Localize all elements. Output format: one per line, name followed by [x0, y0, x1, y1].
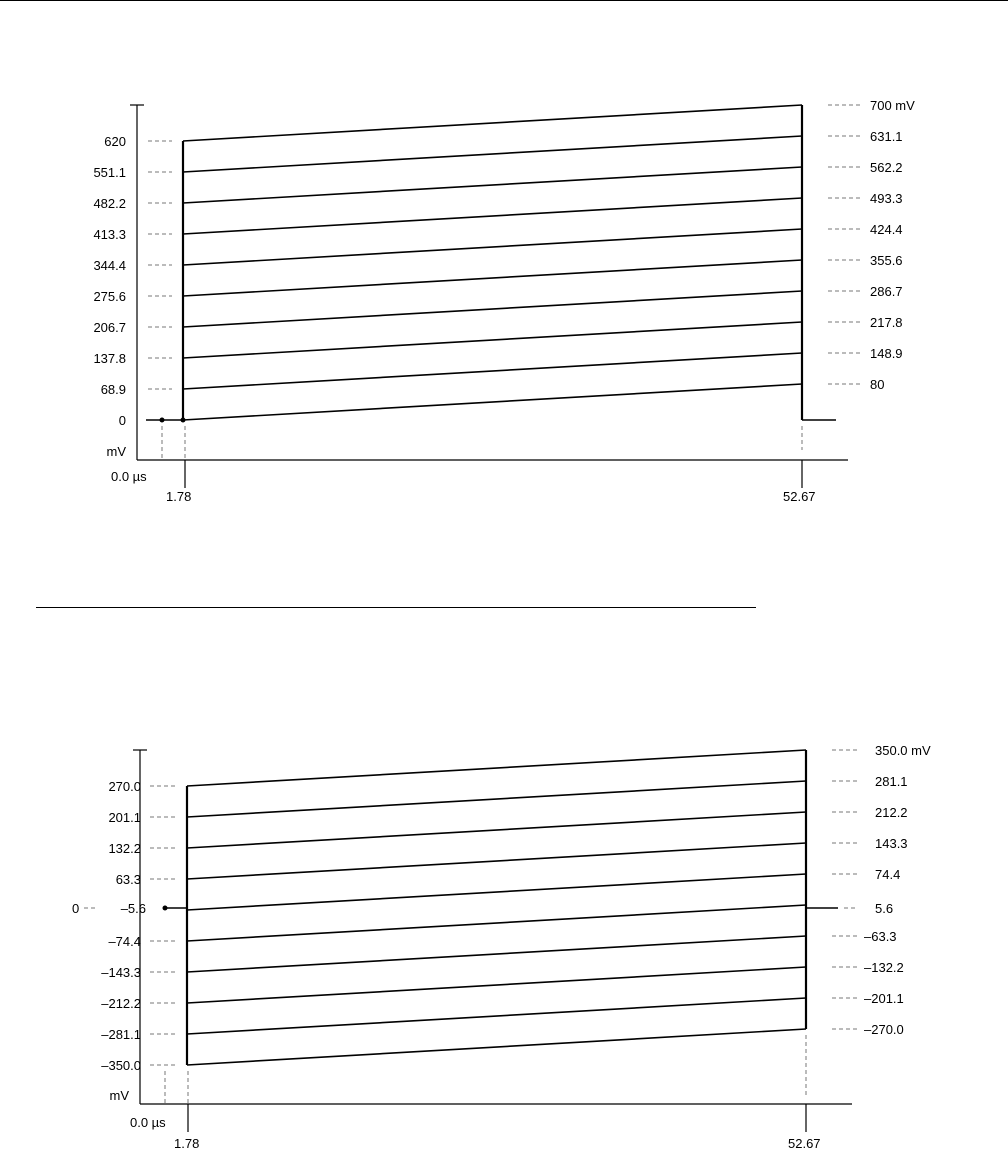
ramp-diagram-1: [0, 90, 1008, 610]
left-label: 482.2: [93, 196, 126, 211]
right-voltage-labels: [870, 98, 915, 392]
right-label: 5.6: [875, 901, 894, 916]
right-label: 281.1: [875, 774, 908, 789]
left-label: 68.9: [100, 382, 126, 397]
time-rise-label: 1.78: [166, 489, 192, 504]
ramp-diagram-2: [0, 735, 1008, 1155]
left-label: 413.3: [93, 227, 126, 242]
left-label: 201.1: [108, 810, 141, 825]
time-end-label: 52.67: [788, 1136, 821, 1151]
time-start-label: 0.0 µs: [130, 1115, 166, 1130]
top-rule: [0, 0, 1008, 1]
right-label: 212.2: [875, 805, 908, 820]
right-label: 355.6: [870, 253, 903, 268]
right-label: 350.0 mV: [875, 743, 931, 758]
edges: [146, 105, 836, 420]
left-label: 344.4: [93, 258, 126, 273]
right-label: 217.8: [870, 315, 903, 330]
left-label: 206.7: [93, 320, 126, 335]
start-marker: [160, 418, 165, 423]
left-label: –281.1: [101, 1027, 141, 1042]
right-label: –270.0: [864, 1022, 904, 1037]
right-label: –201.1: [864, 991, 904, 1006]
left-label: 63.3: [115, 872, 141, 887]
markers: [163, 906, 168, 911]
left-voltage-labels: [93, 134, 126, 428]
right-label: 286.7: [870, 284, 903, 299]
axes: [133, 750, 852, 1132]
right-voltage-labels: [864, 743, 931, 1037]
time-start-label: 0.0 µs: [111, 469, 147, 484]
left-label: –143.3: [101, 965, 141, 980]
left-label: –212.2: [101, 996, 141, 1011]
time-end-label: 52.67: [783, 489, 816, 504]
ramp-lines: [183, 105, 802, 420]
time-rise-label: 1.78: [174, 1136, 200, 1151]
left-label: 137.8: [93, 351, 126, 366]
left-label: 620: [104, 134, 126, 149]
zero-level-label: 0: [72, 901, 80, 916]
left-label: 275.6: [93, 289, 126, 304]
left-label: 132.2: [108, 841, 141, 856]
right-label: 80: [870, 377, 885, 392]
left-label: –5.6: [120, 901, 146, 916]
right-label: 562.2: [870, 160, 903, 175]
left-label: –350.0: [101, 1058, 141, 1073]
right-label: –63.3: [864, 929, 897, 944]
unit-label: mV: [109, 1088, 129, 1103]
left-label: 551.1: [93, 165, 126, 180]
right-label: 493.3: [870, 191, 903, 206]
axes: [130, 105, 848, 488]
right-label: –132.2: [864, 960, 904, 975]
start-marker: [163, 906, 168, 911]
right-label: 148.9: [870, 346, 903, 361]
edges: [165, 750, 838, 1065]
left-label: –74.4: [108, 934, 141, 949]
right-label: 143.3: [875, 836, 908, 851]
right-label: 424.4: [870, 222, 903, 237]
right-label: 74.4: [875, 867, 901, 882]
left-label: 270.0: [108, 779, 141, 794]
left-label: 0: [118, 413, 126, 428]
right-label: 631.1: [870, 129, 903, 144]
left-voltage-labels: [101, 779, 146, 1073]
guide-dashes: [148, 105, 860, 460]
unit-label: mV: [106, 444, 126, 459]
right-label: 700 mV: [870, 98, 915, 113]
rise-marker: [181, 418, 186, 423]
ramp-lines: [187, 750, 806, 1065]
guide-dashes: [84, 750, 858, 1104]
